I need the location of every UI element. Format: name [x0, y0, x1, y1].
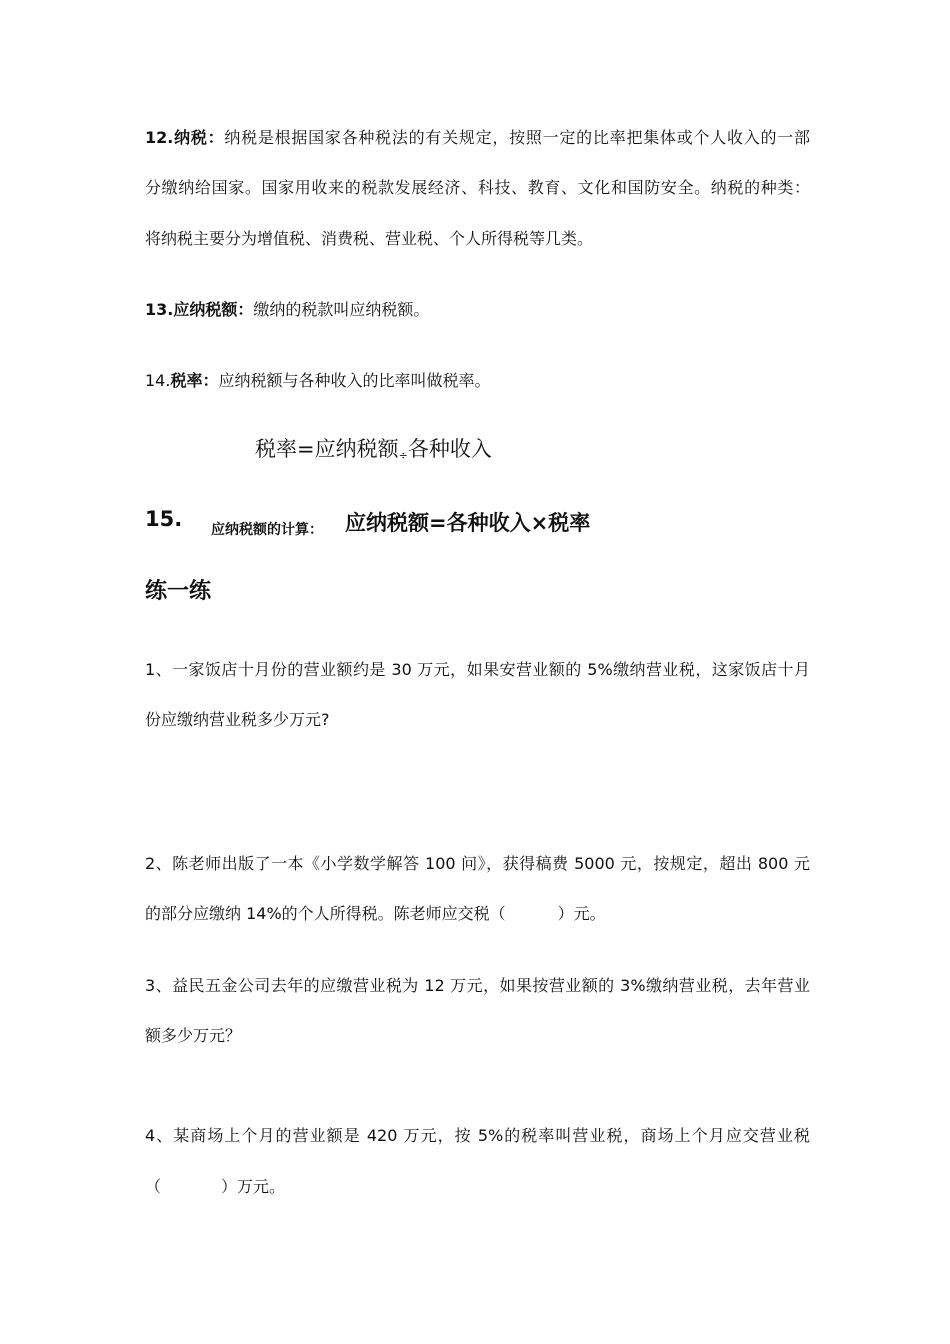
item15-formula: 应纳税额=各种收入×税率 — [345, 511, 591, 535]
q2-line1: 2、陈老师出版了一本《小学数学解答 100 问》，获得稿费 5000 元，按规定，超出 800 元 — [145, 854, 810, 873]
q3-line1: 3、益民五金公司去年的应缴营业税为 12 万元，如果按营业额的 3%缴纳营业税，去年营业 — [145, 976, 810, 995]
q4-line2 — [145, 1176, 810, 1198]
practice-heading: 练一练 — [145, 579, 212, 604]
q2-text-b: ）元。 — [557, 904, 606, 923]
item15-label: 应纳税额的计算： — [211, 522, 323, 538]
item14-text: 应纳税额与各种收入的比率叫做税率。 — [218, 371, 491, 390]
q4-text-a: （ — [145, 1177, 162, 1196]
item15-num: 15. — [145, 507, 183, 531]
q4-text-b: ）万元。 — [221, 1177, 286, 1196]
division-sign: ÷ — [398, 449, 408, 462]
item14-term: 税率： — [170, 371, 219, 390]
q1-line2: 份应缴纳营业税多少万元? — [145, 710, 330, 729]
item12-line3: 将纳税主要分为增值税、消费税、营业税、个人所得税等几类。 — [145, 229, 594, 248]
q1-line1: 1、一家饭店十月份的营业额约是 30 万元，如果安营业额的 5%缴纳营业税，这家饭店十月 — [145, 660, 810, 679]
item12-term: 12.纳税： — [145, 128, 225, 147]
item13-line — [145, 299, 810, 321]
formula-left: 税率=应纳税额 — [255, 437, 399, 461]
q3-line2: 额多少万元？ — [145, 1026, 242, 1045]
item12-line1 — [145, 127, 810, 149]
item13-text: 缴纳的税款叫应纳税额。 — [253, 300, 430, 319]
formula-right: 各种收入 — [407, 437, 492, 461]
item14-line — [145, 370, 810, 392]
item13-term: 13.应纳税额： — [145, 300, 254, 319]
q2-line2 — [145, 903, 810, 925]
q2-text-a: 的部分应缴纳 14%的个人所得税。陈老师应交税（ — [145, 904, 506, 923]
item14-num: 14. — [145, 371, 171, 390]
item12-line2: 分缴纳给国家。国家用收来的税款发展经济、科技、教育、文化和国防安全。纳税的种类： — [145, 178, 810, 197]
q4-line1: 4、某商场上个月的营业额是 420 万元，按 5%的税率叫营业税，商场上个月应交营业税 — [145, 1126, 810, 1145]
tax-rate-formula — [255, 435, 492, 470]
item12-text-1: 纳税是根据国家各种税法的有关规定，按照一定的比率把集体或个人收入的一部 — [224, 128, 810, 147]
